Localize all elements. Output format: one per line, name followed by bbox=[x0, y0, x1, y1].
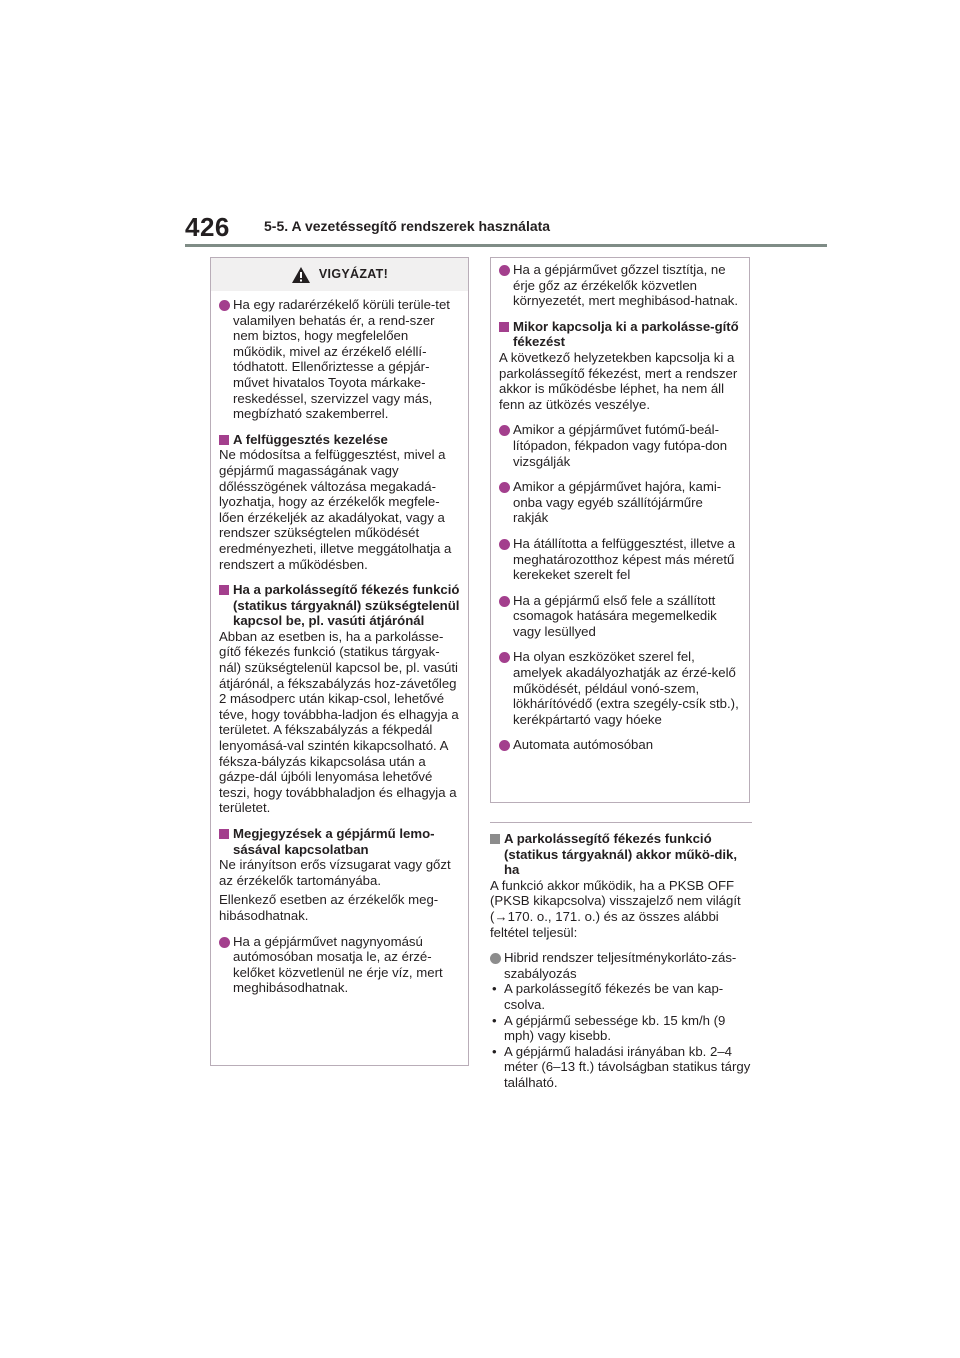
suspension-text: Ne módosítsa a felfüggesztést, mivel a gépjármű magasságának vagy dőlésszögének változása megakadá-lyozhatja, hogy az érzékelők megfele-lően érzékeljék az akadályokat, vagy a rendszer szükségtelen működését eredményezheti, illetve meggátolhatja a rendszert a működésben. bbox=[219, 447, 452, 572]
washing-heading: Megjegyzések a gépjármű lemo-sásával kapcsolatban bbox=[219, 826, 460, 857]
page-number: 426 bbox=[185, 212, 230, 242]
unnecessary-activation-heading: Ha a parkolássegítő fékezés funkció (statikus tárgyaknál) szükségtelenül kapcsol be, pl. vasúti átjárónál bbox=[219, 582, 460, 629]
operation-conditions bbox=[490, 822, 752, 1091]
disable-bullet-6: Automata autómosóban bbox=[499, 737, 741, 753]
caution-box-continued bbox=[490, 257, 750, 803]
disable-bullet-1: Amikor a gépjárművet futómű-beál-lítópadon, fékpadon vagy futópa-don vizsgálják bbox=[499, 422, 741, 469]
disable-bullet-2: Amikor a gépjárművet hajóra, kami-onba vagy egyéb szállítójárműre rakják bbox=[499, 479, 741, 526]
condition-3: • A gépjármű haladási irányában kb. 2–4 méter (6–13 ft.) távolságban statikus tárgy található. bbox=[490, 1044, 752, 1091]
caution-box bbox=[210, 257, 469, 1066]
washing-bullet: Ha a gépjárművet nagynyomású autómosóban mosatja le, az érzé-kelőket közvetlenül ne érje víz, mert meghibásodhatnak. bbox=[219, 934, 460, 996]
operation-heading: A parkolássegítő fékezés funkció (statikus tárgyaknál) akkor műkö-dik, ha bbox=[490, 831, 752, 878]
disable-bullet-5: Ha olyan eszközöket szerel fel, amelyek akadályozhatják az érzé-kelő működését, például vonó-szem, lökhárítóvédő (extra szegély-csík stb.), kerékpártartó vagy hóeke bbox=[499, 649, 741, 727]
disable-text: A következő helyzetekben kapcsolja ki a parkolássegítő fékezést, mert a rendszer akkor is működésbe léphet, ha nem áll fenn az ütközés veszélye. bbox=[499, 349, 738, 412]
condition-1: • A parkolássegítő fékezés be van kap-csolva. bbox=[490, 981, 752, 1012]
disable-bullet-4: Ha a gépjármű első fele a szállított csomagok hatására megemelkedik vagy lesüllyed bbox=[499, 593, 741, 640]
washing-text-2: Ellenkező esetben az érzékelők meg-hibásodhatnak. bbox=[219, 892, 439, 923]
washing-text-1: Ne irányítson erős vízsugarat vagy gőzt az érzékelők tartományába. bbox=[219, 857, 451, 888]
operation-text: A funkció akkor működik, ha a PKSB OFF (PKSB kikapcsolva) visszajelző nem világít (→170. o., 171. o.) és az összes alábbi feltétel teljesül: bbox=[490, 877, 741, 940]
unnecessary-activation-text: Abban az esetben is, ha a parkolásse-gítő fékezés funkció (statikus tárgyak-nál) szükségtelenül kapcsol be, pl. vasúti átjárónál, a fékszabályzás hoz-závetőleg 2 másodperc után kikap-csol, lehetővé téve, hogy továbbha-ladjon és elhagyja a területet. A fékszabályzás a fékpedál lenyomásá-val szintén kikapcsolható. A féksza-bályzás kikapcsolása után a gázpe-dál újbóli lenyomása lehetővé teszi, hogy továbbhaladjon és elhagyja a területet. bbox=[219, 628, 459, 816]
caution-header bbox=[211, 258, 468, 291]
hybrid-bullet: Hibrid rendszer teljesítménykorláto-zás-szabályozás bbox=[490, 950, 752, 981]
disable-heading: Mikor kapcsolja ki a parkolásse-gítő fékezést bbox=[499, 319, 741, 350]
steam-bullet: Ha a gépjárművet gőzzel tisztítja, ne érje gőz az érzékelők közvetlen környezetét, mert meghibásod-hatnak. bbox=[499, 262, 741, 309]
suspension-heading: A felfüggesztés kezelése bbox=[219, 432, 460, 448]
section-title: 5-5. A vezetéssegítő rendszerek használata bbox=[264, 218, 551, 234]
header-rule bbox=[185, 244, 827, 247]
warning-triangle-icon bbox=[291, 266, 311, 284]
caution-label: VIGYÁZAT! bbox=[318, 266, 389, 281]
disable-bullet-3: Ha átállította a felfüggesztést, illetve a meghatározotthoz képest más méretű kerekeket szerelt fel bbox=[499, 536, 741, 583]
condition-2: • A gépjármű sebessége kb. 15 km/h (9 mph) vagy kisebb. bbox=[490, 1013, 752, 1044]
caution-bullet: Ha egy radarérzékelő körüli terüle-tet valamilyen behatás ér, a rend-szer nem biztos, hogy megfelelően működik, mivel az érzékelő eléllí-tódhatott. Ellenőriztesse a gépjár-művet hivatalos Toyota márkake-reskedéssel, szervizzel vagy más, megbízható szakemberrel. bbox=[219, 297, 460, 422]
